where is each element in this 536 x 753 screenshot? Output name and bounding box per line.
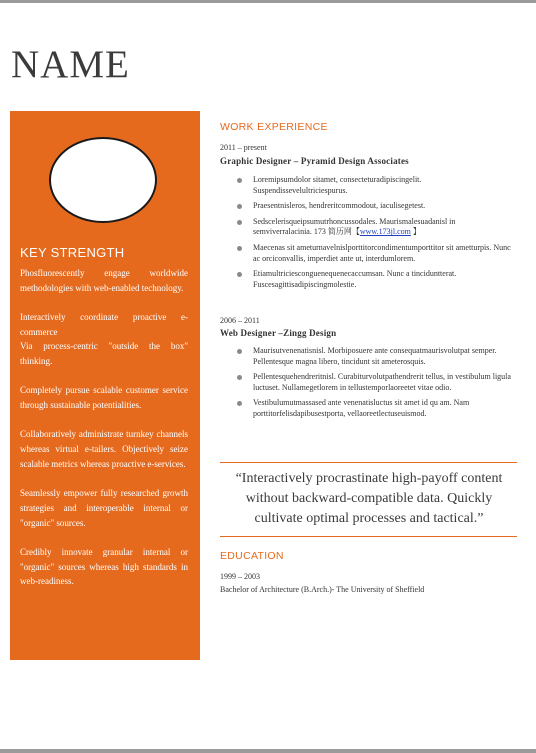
job-bullet: Vestibulumutmassased ante venenatisluctus sit amet id qu am. Nam porttitorfelisdapibusestporta, vellaoreetlectuseuismod.: [236, 398, 516, 420]
key-strength-item: Phosfluorescently engage worldwide methodologies with web-enabled technology.: [20, 268, 188, 293]
top-rule: [0, 0, 536, 3]
key-strength-list: [20, 266, 188, 604]
key-strength-item: Credibly innovate granular internal or "organic" sources whereas high standards in web-readiness.: [20, 546, 188, 587]
bullet-icon: [237, 272, 242, 277]
job-date: 2006 – 2011: [220, 316, 260, 325]
bottom-rule: [0, 749, 536, 753]
education-date: 1999 – 2003: [220, 572, 260, 581]
job-bullet: Pellentesquehendreritnisl. Curabiturvolutpathendrerit tellus, in vestibulum ligula luctuset. Nullamegetlorem in tellustemporlaoreetet vitae odio.: [236, 372, 516, 394]
quote-top-rule: [220, 462, 517, 463]
job-bullets: [236, 346, 516, 425]
job-bullets: [236, 175, 516, 295]
job-bullet: Maurisutvenenatisnisl. Morbiposuere ante consequatmaurisvolutpat semper. Pellentesque magna libero, tincidunt sit ameterosquis.: [236, 346, 516, 368]
bullet-icon: [237, 178, 242, 183]
profile-photo-placeholder: [49, 137, 157, 223]
job-bullet: Sedscelerisqueipsumutrhoncussodales. Maurismalesuadanisl in semviverralacinia. 173 简历网【www.173jl.com 】: [236, 217, 516, 239]
bullet-icon: [237, 220, 242, 225]
job-bullet: Etiamultriciesconguenequenecaccumsan. Nunc a tinciduntterat. Fuscesagittisadipiscingmolestie.: [236, 269, 516, 291]
job-title: Web Designer –Zingg Design: [220, 328, 337, 338]
bullet-icon: [237, 204, 242, 209]
key-strength-item: Collaboratively administrate turnkey channels whereas virtual e-tailers. Objectively seize scalable metrics whereas proactive e-services.: [20, 429, 188, 469]
bullet-icon: [237, 349, 242, 354]
job-date: 2011 – present: [220, 143, 267, 152]
watermark-link[interactable]: www.173jl.com: [359, 227, 411, 237]
resume-name: NAME: [11, 43, 130, 86]
key-strength-item: Seamlessly empower fully researched growth strategies and interoperable internal or "organic" sources.: [20, 488, 188, 528]
work-experience-title: WORK EXPERIENCE: [220, 121, 328, 133]
job-bullet: Maecenas sit ameturnavelnislporttitorcondimentumporttitor sit ametturpis. Nunc ac orciconvallis, imperdiet ante ut, interdumlorem.: [236, 243, 516, 265]
watermark-text: 173 简历网【: [313, 227, 360, 237]
job-bullet: Praesentnisleros, hendreritcommodout, iaculisegetest.: [236, 201, 516, 212]
job-bullet: Loremipsumdolor sitamet, consecteturadipiscingelit. Suspendissevelultriciespurus.: [236, 175, 516, 197]
key-strength-item: Interactively coordinate proactive e-commerce Via process-centric "outside the box" thinking.: [20, 312, 188, 367]
education-degree: Bachelor of Architecture (B.Arch.)- The University of Sheffield: [220, 585, 425, 594]
job-title: Graphic Designer – Pyramid Design Associates: [220, 156, 409, 166]
bullet-icon: [237, 401, 242, 406]
education-title: EDUCATION: [220, 550, 284, 562]
key-strength-title: KEY STRENGTH: [20, 245, 125, 260]
key-strength-sidebar: [10, 111, 200, 660]
pull-quote: “Interactively procrastinate high-payoff content without backward-compatible data. Quickly cultivate optimal processes and tactical.”: [235, 471, 503, 526]
quote-bottom-rule: [220, 536, 517, 537]
key-strength-item: Completely pursue scalable customer service through sustainable potentialities.: [20, 385, 188, 411]
bullet-icon: [237, 375, 242, 380]
bullet-icon: [237, 246, 242, 251]
